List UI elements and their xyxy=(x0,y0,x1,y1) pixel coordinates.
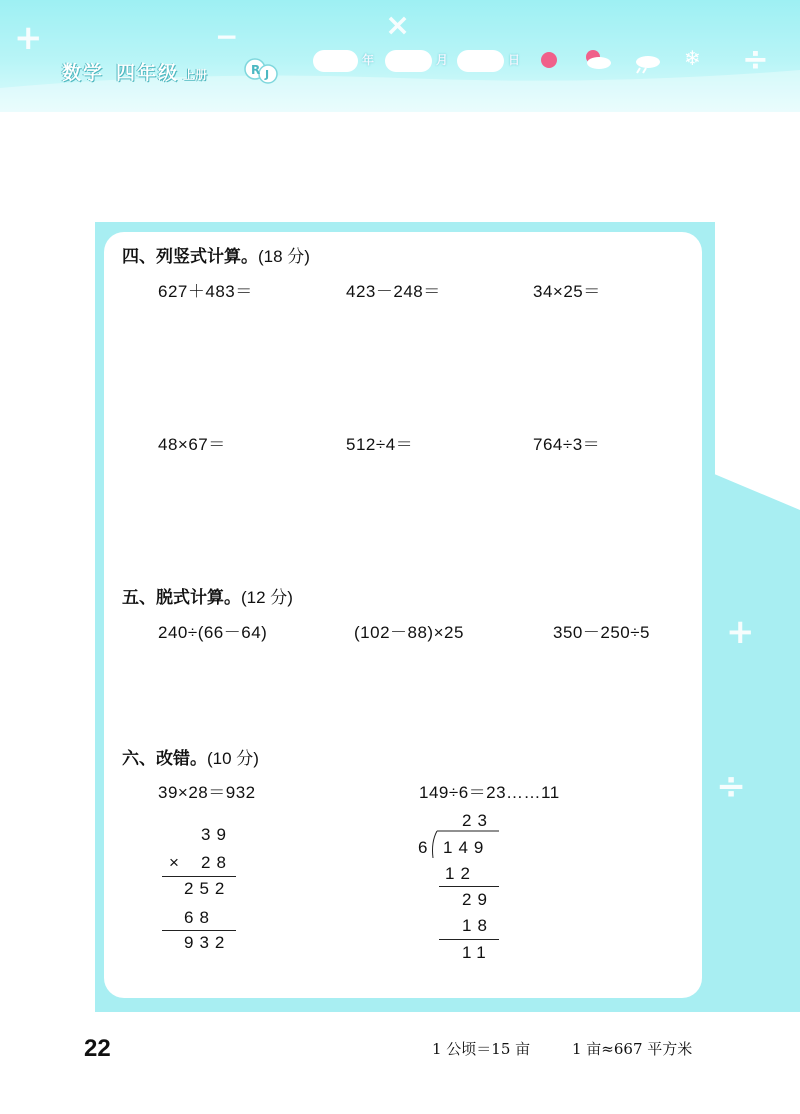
div-remainder: 11 xyxy=(462,943,492,962)
div-step-1: 12 xyxy=(445,864,476,883)
section-6-heading: 六、改错。 xyxy=(122,749,207,769)
footer-note-hectare: 1 公顷＝15 亩 xyxy=(432,1040,531,1058)
divide-deco-icon: ÷ xyxy=(716,766,747,807)
mult-rule-1 xyxy=(162,876,236,877)
section-4-heading: 四、列竖式计算。 xyxy=(122,247,258,267)
footer-note-mu: 1 亩≈667 平方米 xyxy=(572,1040,693,1058)
problem-4-2: 423－248＝ xyxy=(346,282,441,301)
section-5-points: (12 分) xyxy=(241,588,293,607)
times-deco-icon: × xyxy=(385,8,411,43)
section-4-points: (18 分) xyxy=(258,247,310,266)
sun-icon[interactable] xyxy=(539,50,559,70)
svg-text:J: J xyxy=(265,68,270,81)
day-label: 日 xyxy=(508,53,521,67)
svg-text:R: R xyxy=(251,63,261,77)
rj-badge-icon xyxy=(242,55,282,87)
header-volume: 上册 xyxy=(183,68,208,82)
section-5-title xyxy=(122,583,293,608)
problem-4-6: 764÷3＝ xyxy=(533,435,601,454)
section-5-heading: 五、脱式计算。 xyxy=(122,588,241,608)
mult-operator: × xyxy=(169,853,185,872)
cloud-rain-icon[interactable] xyxy=(632,52,662,74)
mult-partial-product: 252 xyxy=(184,879,231,898)
div-divisor: 6 xyxy=(418,838,434,857)
problem-5-3: 350－250÷5 xyxy=(553,623,651,642)
div-quotient: 23 xyxy=(462,811,493,830)
section-6-title xyxy=(122,744,259,769)
plus-deco-icon: + xyxy=(14,18,43,58)
snowflake-icon[interactable]: ❄ xyxy=(684,46,701,70)
mult-equation: 39×28＝932 xyxy=(158,783,256,802)
div-rule-1 xyxy=(439,886,499,887)
problem-4-1: 627＋483＝ xyxy=(158,282,253,301)
mult-top-factor: 39 xyxy=(201,825,232,844)
div-step-2: 18 xyxy=(462,916,493,935)
problem-4-4: 48×67＝ xyxy=(158,435,226,454)
cloudy-icon[interactable] xyxy=(582,48,612,72)
div-equation: 149÷6＝23……11 xyxy=(419,783,560,802)
section-6-points: (10 分) xyxy=(207,749,259,768)
div-rule-2 xyxy=(439,939,499,940)
plus-deco-icon: + xyxy=(726,612,755,652)
year-input[interactable] xyxy=(313,50,358,72)
page-number: 22 xyxy=(84,1035,111,1062)
header-subject: 数学 xyxy=(62,62,105,84)
section-4-title xyxy=(122,242,310,267)
day-input[interactable] xyxy=(457,50,504,72)
side-strip xyxy=(700,468,800,1012)
year-label: 年 xyxy=(362,53,375,67)
mult-rule-2 xyxy=(162,930,236,931)
mult-result: 932 xyxy=(184,933,231,952)
div-remainder-1: 29 xyxy=(462,890,493,909)
page-header xyxy=(0,0,800,112)
month-label: 月 xyxy=(436,53,449,67)
divide-deco-icon: ÷ xyxy=(742,40,769,78)
problem-4-5: 512÷4＝ xyxy=(346,435,414,454)
problem-5-2: (102－88)×25 xyxy=(354,623,464,642)
problem-5-1: 240÷(66－64) xyxy=(158,623,268,642)
mult-bottom-factor: 28 xyxy=(201,853,232,872)
header-title xyxy=(62,58,207,85)
div-dividend: 149 xyxy=(443,838,490,857)
month-input[interactable] xyxy=(385,50,432,72)
problem-4-3: 34×25＝ xyxy=(533,282,601,301)
header-grade: 四年级 xyxy=(116,62,180,84)
minus-deco-icon: − xyxy=(215,20,239,53)
mult-partial-product-2: 68 xyxy=(184,908,215,927)
